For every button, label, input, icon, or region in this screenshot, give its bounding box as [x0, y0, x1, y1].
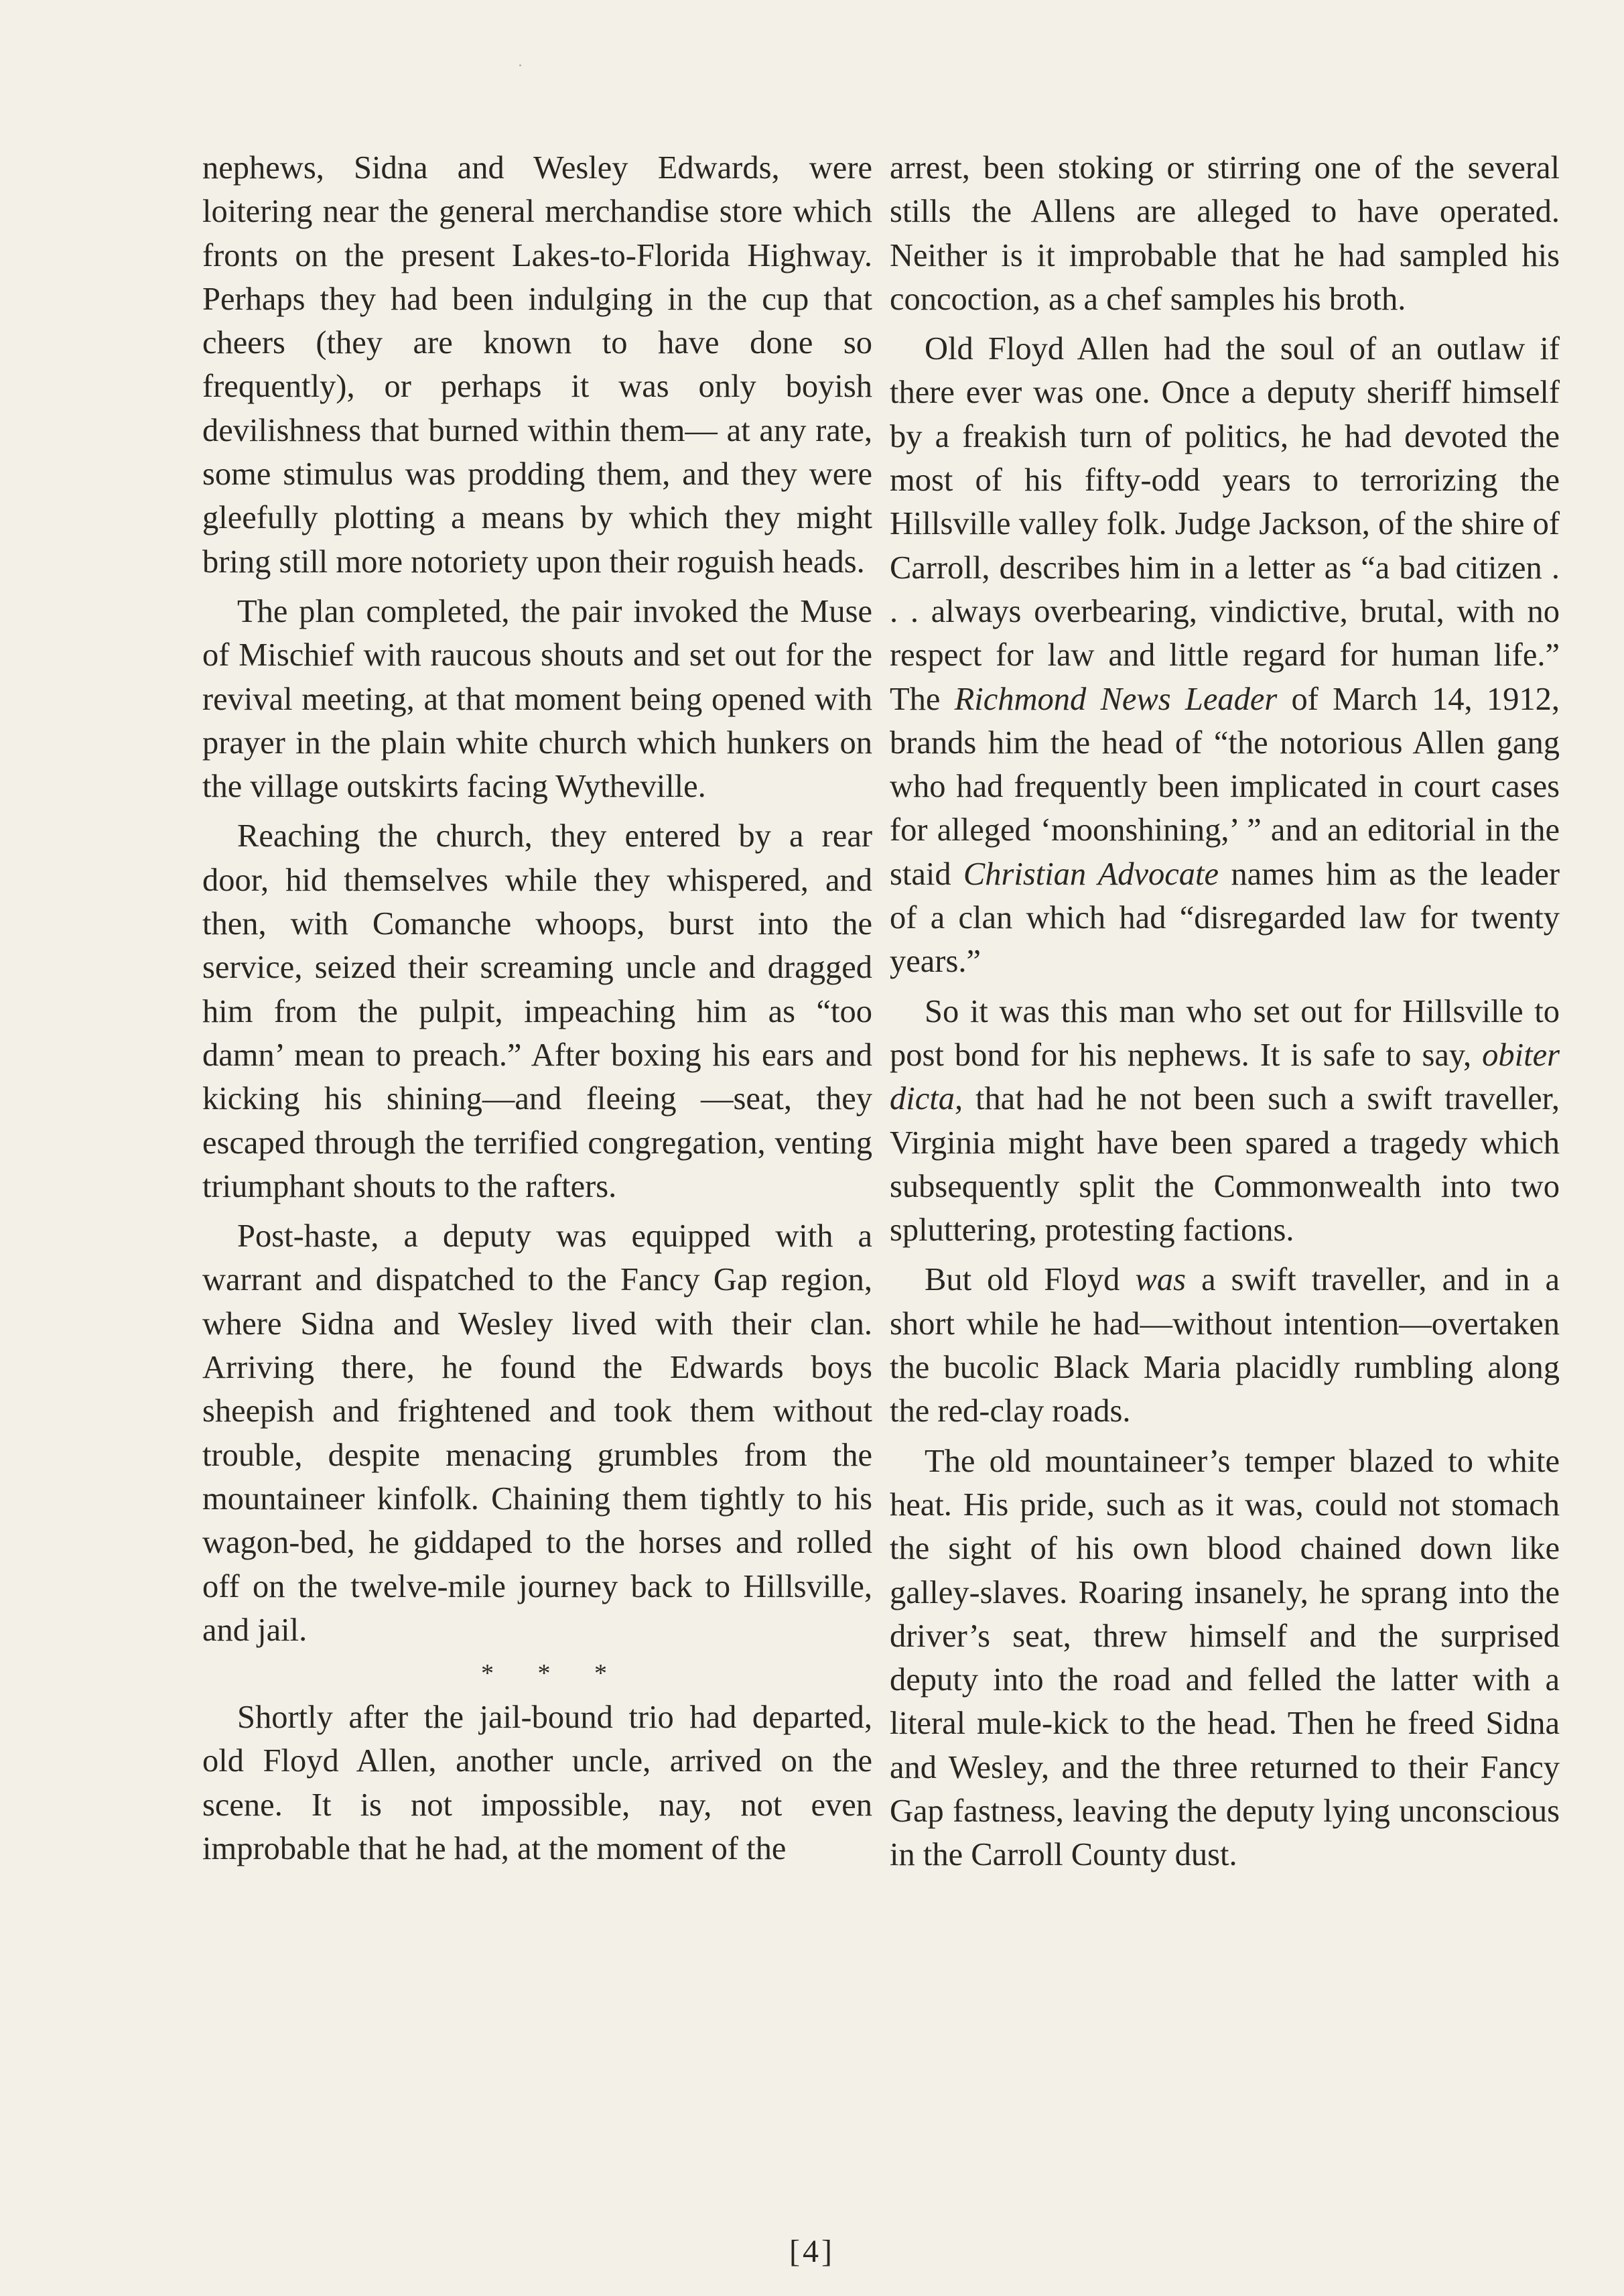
text-run: of March 14, 1912, brands him the head of “the notorious Allen gang who had frequently been implicated in court cases for alleged ‘moonshining,’ ” and an editorial in the staid: [890, 681, 1560, 892]
paragraph: [890, 990, 1560, 1253]
text-run: The plan completed, the pair invoked the Muse of Mischief with raucous shouts and set out for the revival meeting, at that moment being opened with prayer in the plain white church which hunkers on the village outskirts facing Wytheville.: [202, 593, 872, 805]
paragraph: [890, 146, 1560, 321]
text-run: arrest, been stoking or stirring one of the several stills the Allens are alleged to have operated. Neither is it improbable that he had sampled his concoction, as a chef samples his broth.: [890, 150, 1560, 317]
paper-speck: [519, 64, 521, 66]
right-paragraphs: [890, 146, 1560, 1877]
paragraph: [890, 1440, 1560, 1877]
left-column: [202, 146, 872, 1870]
paragraph: [890, 327, 1560, 983]
text-run: Post-haste, a deputy was equipped with a warrant and dispatched to the Fancy Gap region, where Sidna and Wesley lived with their clan. Arriving there, he found the Edwards boys sheepish and frightened and took them without trouble, despite menacing grumbles from the mountaineer kinfolk. Chaining them tightly to his wagon-bed, he giddaped to the horses and rolled off on the twelve-mile journey back to Hillsville, and jail.: [202, 1218, 872, 1648]
paragraph: [202, 1214, 872, 1652]
paragraph: [202, 814, 872, 1208]
paragraph: [202, 1696, 872, 1870]
text-run: The old mountaineer’s temper blazed to white heat. His pride, such as it was, could not stomach the sight of his own blood chained down like galley-slaves. Roaring insanely, he sprang into the driver’s seat, threw himself and the surprised deputy into the road and felled the latter with a literal mule-kick to the head. Then he freed Sidna and Wesley, and the three returned to their Fancy Gap fastness, leaving the deputy lying unconscious in the Carroll County dust.: [890, 1443, 1560, 1873]
text-run: Shortly after the jail-bound trio had departed, old Floyd Allen, another uncle, arrived on the scene. It is not impossible, nay, not even improbable that he had, at the moment of the: [202, 1700, 872, 1866]
text-run: nephews, Sidna and Wesley Edwards, were loitering near the general merchandise store which fronts on the present Lakes-to-Florida Highway. Perhaps they had been indulging in the cup that cheers (they are known to have done so frequently), or perhaps it was only boyish devilishness that burned within them— at any rate, some stimulus was prodding them, and they were gleefully plotting a means by which they might bring still more notoriety upon their roguish heads.: [202, 150, 872, 580]
page-number: [4]: [789, 2234, 835, 2269]
italic-text: Christian Advocate: [963, 856, 1219, 892]
italic-text: Richmond News Leader: [954, 681, 1278, 717]
text-run: that had he not been such a swift traveller, Virginia might have been spared a tragedy which subsequently split the Commonwealth into two spluttering, protesting factions.: [890, 1081, 1560, 1249]
left-paragraphs: [202, 146, 872, 1652]
italic-text: was: [1135, 1262, 1186, 1298]
text-run: Old Floyd Allen had the soul of an outlaw if there ever was one. Once a deputy sheriff himself by a freakish turn of politics, he had devoted the most of his fifty-odd years to terrorizing the Hillsville valley folk. Judge Jackson, of the shire of Carroll, describes him in a letter as “a bad citizen . . . always overbearing, vindictive, brutal, with no respect for law and little regard for human life.” The: [890, 331, 1560, 717]
paragraph: [890, 1258, 1560, 1433]
text-run: names him as the leader of a clan which had “disregarded law for twenty years.”: [890, 856, 1560, 980]
italic-text: obiter dicta,: [890, 1037, 1560, 1117]
left-paragraphs-after-break: [202, 1696, 872, 1870]
section-break: * * *: [481, 1659, 607, 1688]
text-run: Reaching the church, they entered by a rear door, hid themselves while they whispered, and then, with Comanche whoops, burst into the service, seized their screaming uncle and dragged him from the pulpit, impeaching him as “too damn’ mean to preach.” After boxing his ears and kicking his shining—and fleeing —seat, they escaped through the terrified congregation, venting triumphant shouts to the rafters.: [202, 818, 872, 1204]
text-run: But old Floyd: [925, 1262, 1136, 1298]
text-run: So it was this man who set out for Hillsville to post bond for his nephews. It is safe to say,: [890, 993, 1560, 1073]
text-run: a swift traveller, and in a short while he had—without intention—overtaken the bucolic Black Maria placidly rumbling along the red-clay roads.: [890, 1262, 1560, 1429]
right-column: [890, 146, 1560, 1877]
paragraph: [202, 590, 872, 808]
paragraph: [202, 146, 872, 584]
